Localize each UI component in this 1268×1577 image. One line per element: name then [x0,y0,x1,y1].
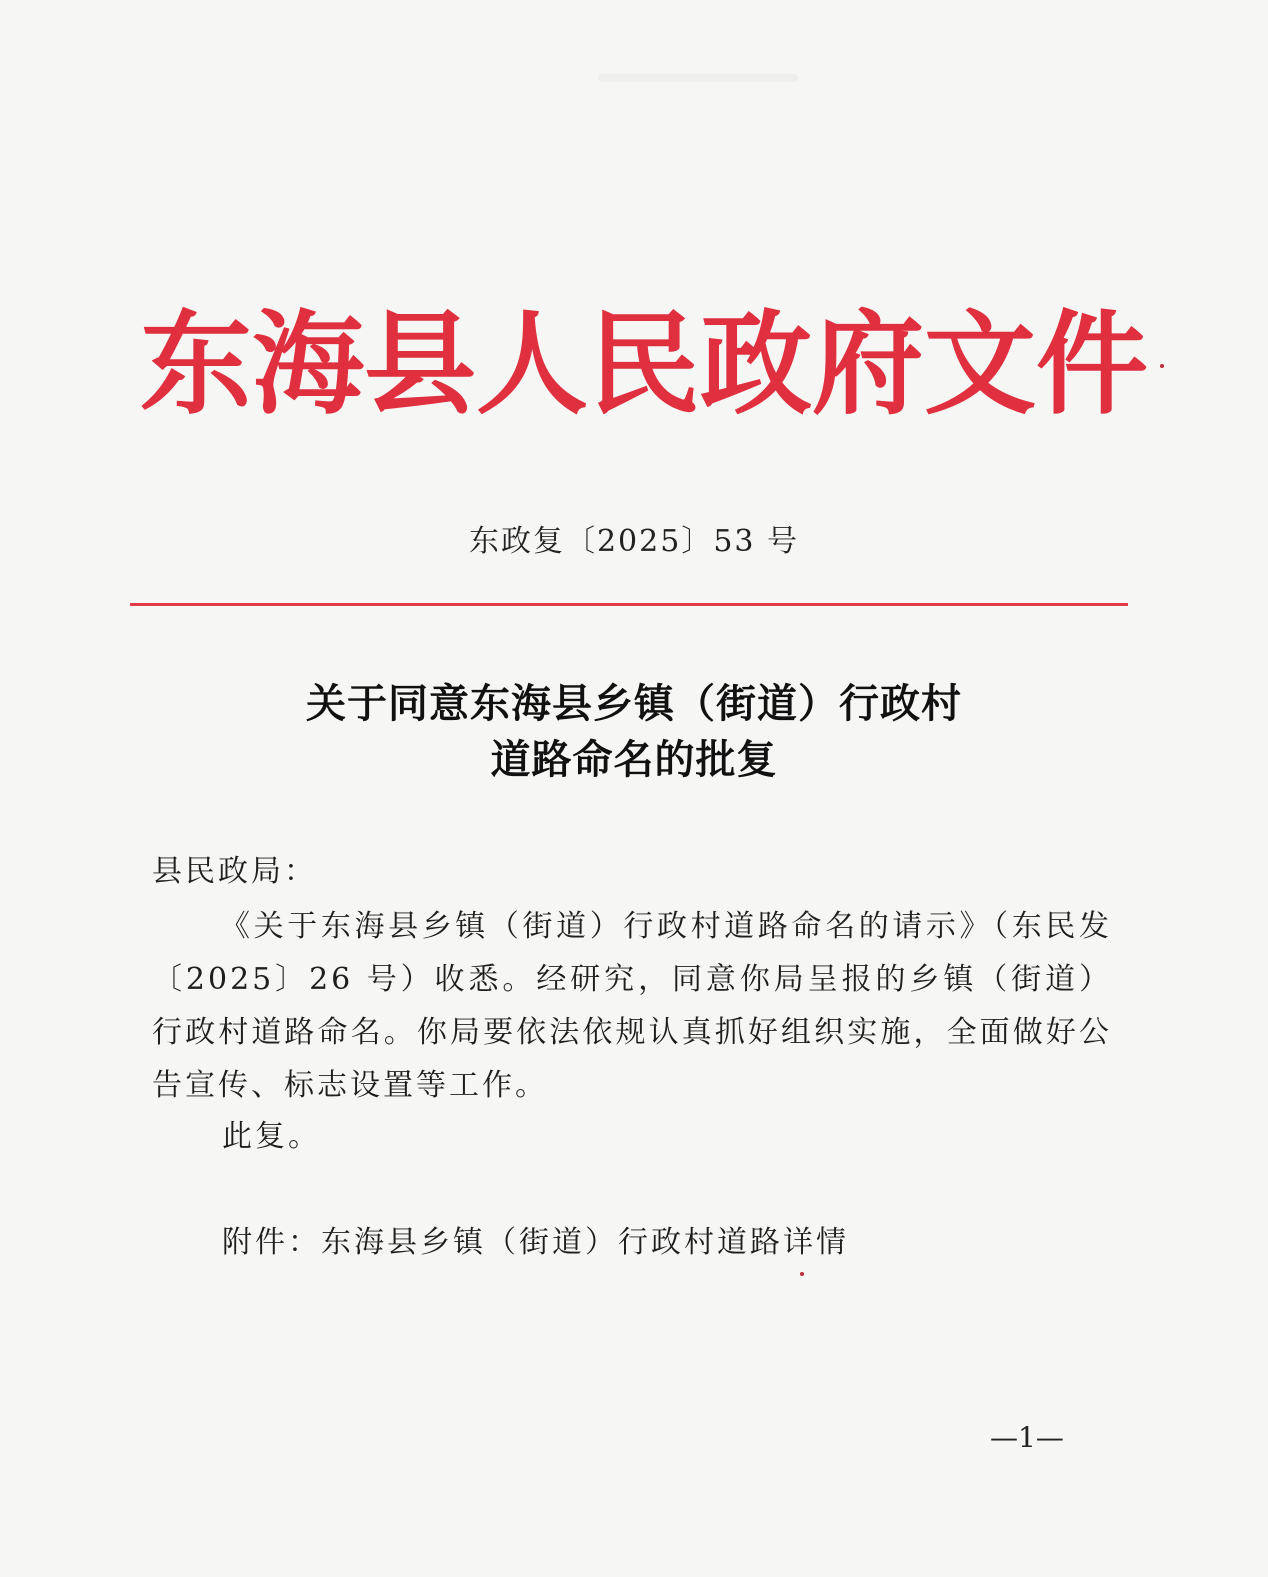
document-title-line-2: 道路命名的批复 [490,736,778,783]
document-number: 东政复〔2025〕53 号 [468,524,800,559]
page-number: —1— [990,1421,1064,1454]
attachment-line: 附件：东海县乡镇（街道）行政村道路详情 [222,1225,849,1260]
closing-reply: 此复。 [222,1119,321,1154]
scan-dot [800,1272,804,1276]
header-divider [130,603,1128,606]
document-title-line-1: 关于同意东海县乡镇（街道）行政村 [306,680,962,727]
body-paragraph: 《关于东海县乡镇（街道）行政村道路命名的请示》（东民发〔2025〕26 号）收悉。经研究，同意你局呈报的乡镇（街道）行政村道路命名。你局要依法依规认真抓好组织实施，全面做好公告宣传、标志设置等工作。 [152,909,1112,1103]
scan-artifact [598,74,798,82]
document-header-title: 东海县人民政府文件 [140,299,1148,430]
addressee: 县民政局： [152,854,317,889]
document-title [0,676,1268,788]
scan-dot [1160,364,1164,368]
